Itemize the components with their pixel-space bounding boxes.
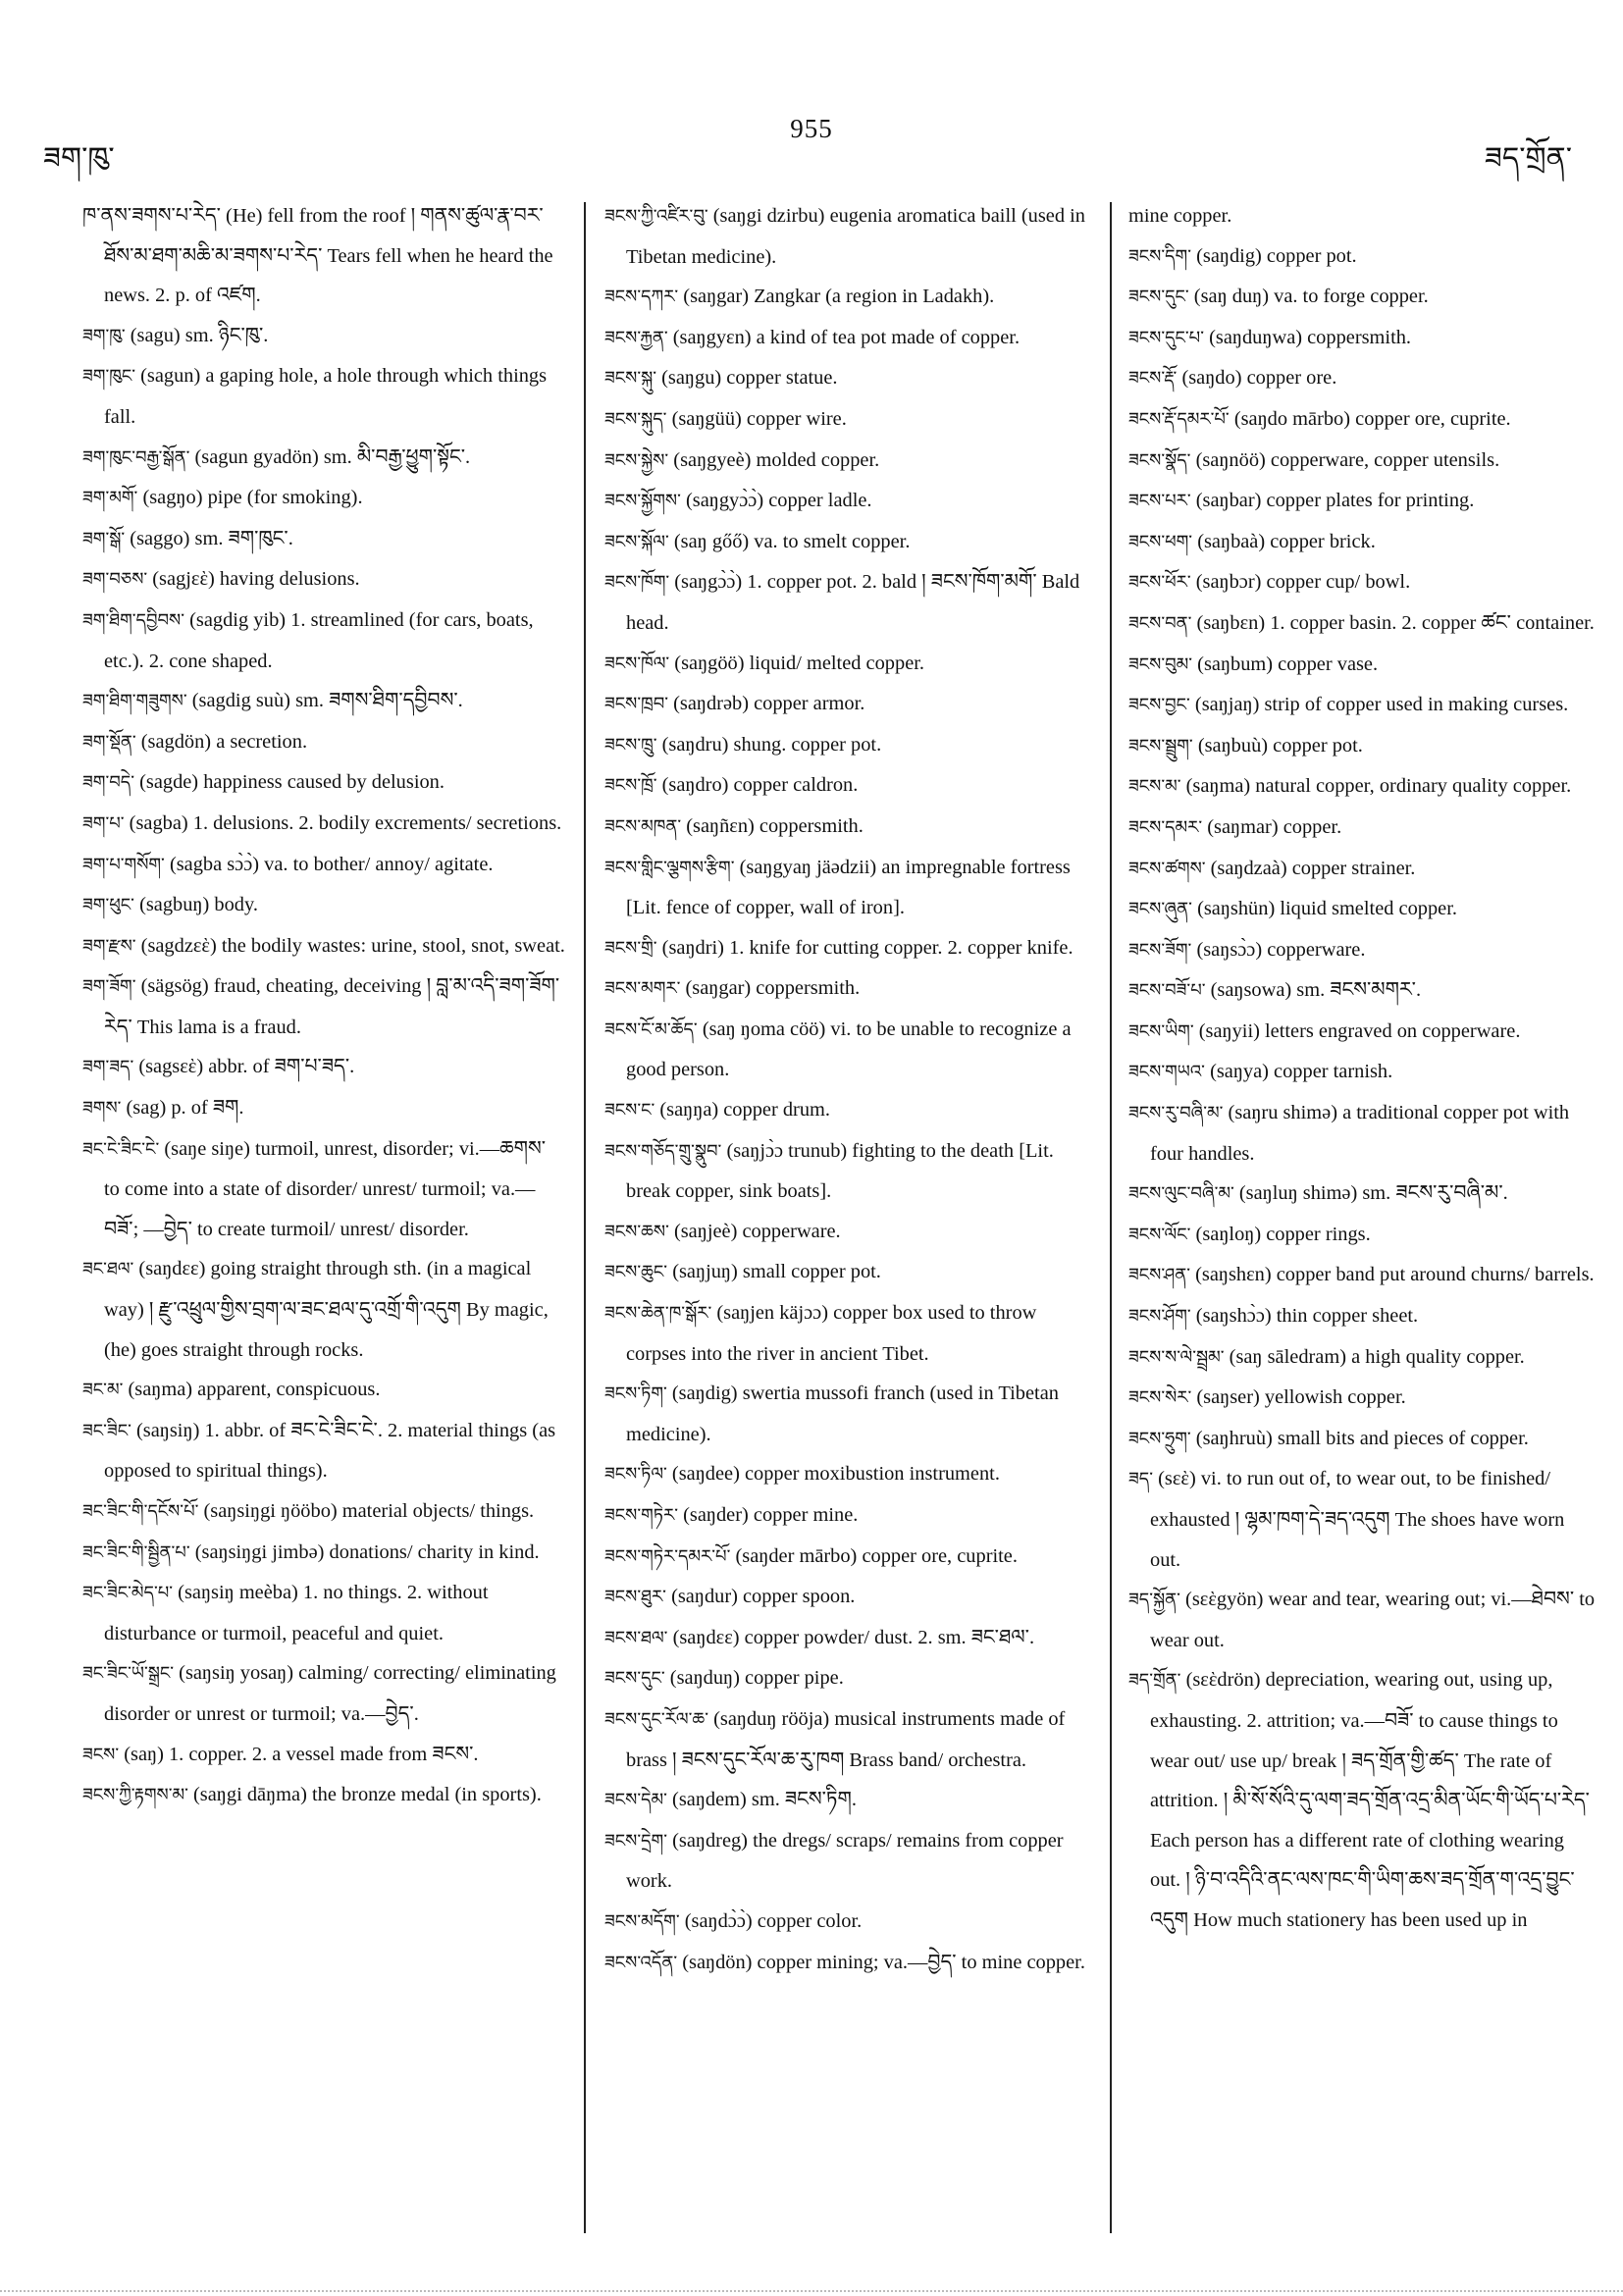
entry-definition: (saŋ ŋoma cöö) vi. to be unable to recognize a good person. [626, 1018, 1072, 1081]
dictionary-entry [604, 399, 1091, 441]
dictionary-entry [82, 1491, 566, 1533]
entry-headword: ཟག་མགོ་ [82, 488, 138, 509]
entry-definition: (saŋgu) copper statue. [661, 367, 838, 390]
entry-definition: (saŋma) natural copper, ordinary quality copper. [1185, 775, 1572, 798]
entry-headword: ཟངས་ཐུར་ [604, 1587, 666, 1608]
entry-definition: (saŋduŋ rööja) musical instruments made of brass ། ཟངས་དུང་རོལ་ཆ་རུ་ཁག Brass band/ orchestra. [626, 1707, 1066, 1771]
entry-definition: (saŋhruù) small bits and pieces of copper. [1195, 1427, 1529, 1449]
entry-headword: ཟངས་རུ་བཞི་མ་ [1128, 1103, 1224, 1124]
entry-headword: ཟངས་ལུང་བཞི་མ་ [1128, 1183, 1234, 1205]
entry-definition: (sεὲgyön) wear and tear, wearing out; vi.—ཐེབས་ to wear out. [1150, 1589, 1596, 1651]
dictionary-entry [82, 722, 566, 763]
entry-definition: (saŋduŋwa) coppersmith. [1209, 326, 1412, 348]
entry-headword: ཟངས་དཀར་ [604, 287, 679, 308]
dictionary-entry [1128, 1255, 1596, 1296]
entry-definition: (saŋe siŋe) turmoil, unrest, disorder; vi.—ཆགས་ to come into a state of disorder/ unrest/ turmoil; va.—བཟོ་; —བྱེད་ to create turmoil/ unrest/ disorder. [104, 1137, 547, 1240]
entry-headword: ཟག་ཟོག་ [82, 976, 136, 998]
entry-headword: ཟངས་ང་ [604, 1100, 655, 1122]
dictionary-entry [82, 1533, 566, 1574]
entry-definition: (sagba) 1. delusions. 2. bodily excrements/ secretions. [129, 811, 562, 834]
dictionary-entry [82, 1249, 566, 1370]
entry-headword: ཟངས་དུང་རོལ་ཆ་ [604, 1708, 708, 1730]
entry-definition: (saŋbar) copper plates for printing. [1195, 490, 1475, 512]
entry-headword: ཟང་ངེ་ཟིང་ངེ་ [82, 1138, 160, 1160]
entry-definition: (saŋgöö) liquid/ melted copper. [674, 652, 925, 674]
dictionary-entry [604, 481, 1091, 522]
entry-definition: (saŋsiŋ yosaŋ) calming/ correcting/ eliminating disorder or unrest or turmoil; va.—བྱེད་. [104, 1662, 556, 1725]
entry-headword: ཟངས་སྐུ་ [604, 368, 657, 390]
dictionary-entry [1128, 603, 1596, 645]
entry-definition: (saŋsiŋ) 1. abbr. of ཟང་ངེ་ཟིང་ངེ་. 2. material things (as opposed to spiritual things). [104, 1419, 556, 1483]
entry-headword: ཟག་ཕུང་ [82, 895, 134, 916]
dictionary-entry [1128, 1052, 1596, 1093]
dictionary-entry [604, 1252, 1091, 1293]
entry-definition: (saŋgyɔ̀ɔ̀) copper ladle. [685, 490, 872, 512]
dictionary-entry [1128, 441, 1596, 482]
entry-headword: ཟངས་ཡིག་ [1128, 1020, 1194, 1042]
dictionary-entry [604, 562, 1091, 643]
entry-headword: ཟངས་སྐྱོགས་ [604, 491, 681, 512]
entry-headword: ཟངས་སེར་ [1128, 1387, 1192, 1409]
entry-headword: ཟངས་ཀྱི་འཛིར་བུ་ [604, 206, 708, 227]
entry-headword: ཟངས་ཐལ་ [604, 1627, 668, 1648]
entry-headword: ཟངས་ཀྱི་རྟགས་མ་ [82, 1785, 188, 1806]
entry-definition: (saŋyii) letters engraved on copperware. [1198, 1019, 1521, 1042]
entry-headword: ཟག་ཁུང་བརྒྱ་སྒོན་ [82, 446, 190, 468]
dictionary-entry [82, 478, 566, 519]
entry-headword: ཟངས་མ་ [1128, 776, 1181, 798]
entry-headword: ཟངས་ཤོག་ [1128, 1306, 1191, 1328]
dictionary-entry [604, 1618, 1091, 1659]
dictionary-entry [82, 1370, 566, 1411]
entry-definition: (saŋdee) copper moxibustion instrument. [671, 1463, 1000, 1486]
entry-headword: ཟངས་ཆས་ [604, 1221, 669, 1242]
entry-definition: (sagbuŋ) body. [139, 894, 258, 916]
entry-headword: ཟངས་ས་ལེ་སྦྲམ་ [1128, 1346, 1225, 1368]
dictionary-entry [604, 1537, 1091, 1578]
entry-headword: ཟངས་རྡོ་ [1128, 368, 1178, 390]
entry-definition: (saŋluŋ shimə) sm. ཟངས་རུ་བཞི་མ་. [1238, 1182, 1508, 1205]
entry-definition: (saŋjeè) copperware. [673, 1220, 841, 1242]
entry-definition: (saŋya) copper tarnish. [1210, 1061, 1393, 1083]
entry-headword: ཟང་ཟིང་མེད་པ་ [82, 1583, 174, 1604]
dictionary-entry [604, 441, 1091, 482]
entry-headword: ཟངས་སྦྲུག་ [1128, 735, 1193, 757]
entry-definition: (saŋnöö) copperware, copper utensils. [1195, 448, 1500, 471]
dictionary-entry [82, 885, 566, 926]
dictionary-entry [1128, 318, 1596, 359]
entry-definition: (saŋ) 1. copper. 2. a vessel made from ཟངས་. [124, 1743, 479, 1765]
dictionary-entry [1128, 1660, 1596, 1940]
entry-headword: ཟག་ཐིག་གཟུགས་ [82, 691, 187, 712]
dictionary-entry [82, 762, 566, 804]
dictionary-entry [1128, 196, 1596, 236]
entry-headword: ཟངས་ཤན་ [1128, 1265, 1190, 1286]
entry-definition: (sagun gyadön) sm. མི་བརྒྱ་ཕྱུག་སྟོང་. [194, 445, 471, 468]
entry-headword: ཟང་ཟིང་ [82, 1420, 131, 1441]
entry-definition: (saŋŋa) copper drum. [659, 1099, 830, 1122]
entry-headword: ཟངས་རྡོ་དམར་པོ་ [1128, 408, 1230, 430]
entry-definition: (saŋdur) copper spoon. [671, 1586, 856, 1608]
dictionary-entry [82, 1129, 566, 1250]
entry-definition: (saŋdεε) going straight through sth. (in a magical way) ། རྫུ་འཕྲུལ་གྱིས་བྲག་ལ་ཟང་ཐལ་དུ་འགྲོ་གི་འདུག By magic, (he) goes straight through rocks. [104, 1258, 549, 1361]
entry-headword: ཟངས་བན་ [1128, 612, 1192, 634]
entry-definition: (saŋsowa) sm. ཟངས་མགར་. [1210, 979, 1422, 1002]
entry-headword: ཟངས་ཟོག་ [1128, 939, 1192, 961]
dictionary-entry [604, 968, 1091, 1010]
entry-definition: (saŋdεε) copper powder/ dust. 2. sm. ཟང་ཐལ་. [672, 1626, 1035, 1648]
entry-definition: (sag) p. of ཟག. [126, 1097, 244, 1120]
dictionary-entry [1128, 849, 1596, 890]
dictionary-entry [604, 1212, 1091, 1253]
dictionary-entry [82, 519, 566, 560]
entry-definition: (saŋgyεn) a kind of tea pot made of copper. [672, 326, 1021, 348]
entry-headword: ཟངས་གཏེར་དམར་པོ་ [604, 1545, 731, 1567]
entry-definition: (saŋsɔ̀ɔ) copperware. [1196, 938, 1366, 961]
dictionary-entry [1128, 685, 1596, 726]
dictionary-entry [1128, 358, 1596, 399]
entry-definition: (saŋbɔr) copper cup/ bowl. [1195, 571, 1411, 594]
entry-headword: ཟང་མ་ [82, 1380, 124, 1401]
entry-headword: ཟངས་ཚགས་ [1128, 858, 1206, 879]
column-rule-2 [1110, 202, 1112, 2233]
entry-definition: (saŋdrəb) copper armor. [673, 693, 865, 715]
dictionary-entry [604, 765, 1091, 807]
dictionary-entry [604, 1699, 1091, 1780]
dictionary-entry [82, 1573, 566, 1653]
entry-definition: (saŋshün) liquid smelted copper. [1197, 898, 1457, 920]
entry-definition: (saŋjen käjɔɔ) copper box used to throw corpses into the river in ancient Tibet. [626, 1302, 1037, 1365]
entry-definition: (sagsεὲ) abbr. of ཟག་པ་ཟད་. [138, 1056, 355, 1078]
entry-headword: ཟངས་གཡའ་ [1128, 1062, 1205, 1083]
entry-headword: ཟངས་ངོ་མ་ཆོད་ [604, 1018, 698, 1040]
dictionary-entry [1128, 970, 1596, 1012]
entry-headword: ཟངས་དིག་ [1128, 245, 1191, 267]
dictionary-entry [1128, 1174, 1596, 1215]
dictionary-entry [82, 196, 566, 316]
entry-definition: (saŋdreg) the dregs/ scraps/ remains from copper work. [626, 1829, 1064, 1893]
entry-headword: ཟག་པ་ [82, 812, 125, 834]
entry-headword: ཟངས་ཁྲུ་ [604, 734, 657, 756]
entry-headword: ཟངས་ཏིལ་ [604, 1464, 667, 1486]
entry-headword: ཟངས་དུང་ [604, 1668, 665, 1690]
entry-definition: (saŋmar) copper. [1207, 815, 1342, 838]
guide-word-right: ཟད་གྲོན་ [1484, 141, 1572, 176]
dictionary-entry [1128, 930, 1596, 971]
entry-headword: ཟངས་ཆུང་ [604, 1262, 668, 1283]
dictionary-entry [1128, 1296, 1596, 1337]
entry-headword: ཟངས་གཏེར་ [604, 1505, 678, 1526]
entry-definition: (saŋshεn) copper band put around churns/ barrels. [1195, 1264, 1595, 1286]
entry-definition: (saŋbaà) copper brick. [1197, 530, 1376, 552]
entry-definition: (saŋgar) Zangkar (a region in Ladakh). [683, 286, 995, 308]
page-number: 955 [790, 114, 833, 143]
entry-headword: ཟངས་གྲི་ [604, 937, 657, 959]
entry-definition: (saŋdig) swertia mussofi franch (used in Tibetan medicine). [626, 1383, 1059, 1445]
dictionary-entry [1128, 1419, 1596, 1460]
entry-headword: ཟངས་ཁོལ་ [604, 652, 670, 674]
entry-headword: ཟངས་གཅོད་གྲུ་སྣུབ་ [604, 1140, 722, 1162]
dictionary-entry [82, 966, 566, 1047]
dictionary-entry [1128, 562, 1596, 603]
dictionary-entry [82, 926, 566, 967]
entry-headword: ཟང་ཐལ་ [82, 1259, 134, 1280]
entry-definition: (saŋbuù) copper pot. [1197, 734, 1363, 757]
entry-definition: (sagun) a gaping hole, a hole through which things fall. [104, 365, 548, 428]
entry-headword: ཟངས་གླིང་ལྕགས་རྩིག་ [604, 857, 735, 878]
dictionary-entry [604, 1454, 1091, 1495]
entry-headword: ཟག་ཐིག་དབྱིབས་ [82, 609, 184, 631]
entry-headword: ཟད་ [1128, 1469, 1153, 1490]
entry-headword: ཟངས་ཕོར་ [1128, 572, 1191, 594]
entry-definition: (saŋ gőő) va. to smelt copper. [673, 530, 911, 552]
entry-definition: (saŋgyeè) molded copper. [673, 448, 880, 471]
entry-definition: (saŋbεn) 1. copper basin. 2. copper ཚང་ container. [1196, 611, 1595, 634]
entry-definition: (sagdzεὲ) the bodily wastes: urine, stool, snot, sweat. [140, 934, 565, 957]
dictionary-entry [1128, 277, 1596, 318]
dictionary-entry [604, 1780, 1091, 1821]
entry-headword: ཟངས་ལོང་ [1128, 1224, 1191, 1245]
dictionary-entry [82, 1411, 566, 1491]
dictionary-entry [1128, 399, 1596, 441]
dictionary-entry [604, 807, 1091, 848]
dictionary-entry [604, 848, 1091, 928]
entry-definition: (saŋjɔ̀ɔ trunub) fighting to the death [Lit. break copper, sink boats]. [626, 1139, 1054, 1203]
dictionary-entry [1128, 766, 1596, 808]
entry-definition: (saŋgüü) copper wire. [671, 407, 847, 430]
entry-definition: (saŋ duŋ) va. to forge copper. [1193, 286, 1429, 308]
dictionary-entry [1128, 645, 1596, 686]
entry-definition: (saŋser) yellowish copper. [1196, 1386, 1406, 1409]
dictionary-entry [82, 356, 566, 437]
entry-definition: (saŋgi dāŋma) the bronze medal (in sports). [193, 1784, 542, 1806]
entry-headword: ཟངས་སྐུད་ [604, 408, 667, 430]
dictionary-entry [604, 1374, 1091, 1454]
entry-definition: (saŋduŋ) copper pipe. [669, 1667, 844, 1690]
entry-headword: ཟངས་དུང་ [1128, 287, 1189, 308]
entry-definition: ཁ་ནས་ཟགས་པ་རེད་ (He) fell from the roof ། གནས་ཚུལ་རྣ་བར་ཐོས་མ་ཐག་མཆི་མ་ཟགས་པ་རེད་ Tears fell when he heard the news. 2. p. of འཛག. [82, 205, 553, 307]
entry-headword: ཟངས་མདོག་ [604, 1910, 680, 1932]
entry-definition: (sεὲdrön) depreciation, wearing out, using up, exhausting. 2. attrition; va.—བཟོ་ to cause things to wear out/ use up/ break ། ཟད་གྲོན་གྱི་ཚད་ The rate of attrition. ། མི་སོ་སོའི་དུ་ལག་ཟད་གྲོན་འདྲ་མིན་ཡོང་གི་ཡོད་པ་རེད་ Each person has a different rate of clothing wearing out. ། ཉི་བ་འདིའི་ནང་ལས་ཁང་གི་ཡིག་ཆས་ཟད་གྲོན་ག་འདྲ་བྱུང་འདུག How much stationery has been used up in [1150, 1669, 1590, 1931]
dictionary-entry [604, 928, 1091, 969]
entry-headword: ཟངས་སྣོད་ [1128, 449, 1191, 471]
entry-headword: ཟངས་སྐོལ་ [604, 531, 669, 552]
entry-headword: ཟག་བཅས་ [82, 569, 148, 591]
entry-headword: ཟངས་མཁན་ [604, 815, 682, 837]
entry-headword: ཟངས་བཟོ་པ་ [1128, 980, 1206, 1002]
entry-definition: (sagŋo) pipe (for smoking). [142, 487, 363, 509]
dictionary-entry [604, 318, 1091, 359]
entry-definition: (sagu) sm. ཉིང་ཁུ་. [130, 324, 269, 346]
entry-definition: (saŋshɔ̀ɔ) thin copper sheet. [1195, 1305, 1419, 1328]
entry-headword: ཟངས་སྐྱེས་ [604, 449, 669, 471]
entry-definition: (sagdön) a secretion. [140, 730, 308, 753]
entry-headword: ཟངས་དྲེག་ [604, 1830, 667, 1852]
entry-definition: (sagde) happiness caused by delusion. [139, 771, 445, 794]
dictionary-entry [604, 1943, 1091, 1984]
column-rule-1 [584, 202, 586, 2233]
dictionary-entry [604, 1658, 1091, 1699]
entry-definition: (saŋder mārbo) copper ore, cuprite. [735, 1544, 1018, 1567]
entry-headword: ཟངས་བུམ་ [1128, 653, 1193, 675]
entry-definition: (saŋgyaŋ jäədzii) an impregnable fortress [Lit. fence of copper, wall of iron]. [626, 856, 1071, 919]
entry-definition: (saŋjuŋ) small copper pot. [672, 1261, 881, 1283]
entry-definition: (saŋgɔ̀ɔ̀) 1. copper pot. 2. bald ། ཟངས་ཁོག་མགོ་ Bald head. [626, 571, 1080, 634]
dictionary-entry [1128, 481, 1596, 522]
entry-definition: (saŋdo mārbo) copper ore, cuprite. [1233, 407, 1511, 430]
guide-word-left: ཟག་ཁུ་ [43, 141, 115, 176]
entry-definition: (saŋdön) copper mining; va.—བྱེད་ to mine copper. [682, 1951, 1085, 1973]
entry-definition: (saŋdri) 1. knife for cutting copper. 2. copper knife. [661, 936, 1073, 959]
column-2 [604, 196, 1091, 1983]
entry-definition: (sεὲ) vi. to run out of, to wear out, to be finished/ exhausted ། ལྷམ་ཁག་དེ་ཟད་འདུག The shoes have worn out. [1150, 1468, 1565, 1571]
entry-headword: ཟག་བདེ་ [82, 772, 134, 794]
column-1 [82, 196, 566, 1816]
entry-headword: ཟངས་རྐྱན་ [604, 327, 668, 348]
dictionary-entry [82, 1735, 566, 1776]
dictionary-entry [1128, 1337, 1596, 1379]
entry-headword: ཟག་ཟད་ [82, 1057, 134, 1078]
entry-definition: (saŋgar) coppersmith. [685, 977, 861, 1000]
dictionary-entry [1128, 1012, 1596, 1053]
dictionary-entry [1128, 726, 1596, 767]
entry-definition: (saggo) sm. ཟག་ཁུང་. [130, 527, 293, 549]
entry-definition: (sagdig yib) 1. streamlined (for cars, boats, etc.). 2. cone shaped. [104, 608, 534, 672]
dictionary-entry [82, 681, 566, 722]
dictionary-entry [82, 559, 566, 600]
dictionary-entry [604, 644, 1091, 685]
dictionary-entry [82, 1088, 566, 1129]
entry-definition: (sagba sɔ̀ɔ̀) va. to bother/ annoy/ agitate. [169, 853, 494, 875]
dictionary-entry [604, 1293, 1091, 1374]
dictionary-entry [604, 522, 1091, 563]
dictionary-entry [82, 600, 566, 681]
entry-headword: ཟགས་ [82, 1098, 122, 1120]
entry-headword: ཟང་ཟིང་ཡོ་སྒྲང་ [82, 1663, 175, 1685]
dictionary-entry [1128, 1215, 1596, 1256]
entry-definition: (saŋsiŋ meèba) 1. no things. 2. without disturbance or turmoil, peaceful and quiet. [104, 1582, 489, 1644]
entry-definition: (saŋsiŋgi ŋööbo) material objects/ things. [203, 1500, 535, 1522]
dictionary-entry [1128, 1378, 1596, 1419]
entry-headword: ཟངས་དམར་ [1128, 816, 1203, 838]
entry-headword: ཟང་ཟིང་གི་སྦྱིན་པ་ [82, 1541, 190, 1563]
entry-definition: (saŋdo) copper ore. [1181, 367, 1337, 390]
entry-headword: ཟངས་ཕག་ [1128, 531, 1193, 552]
entry-headword: ཟག་རྫས་ [82, 935, 136, 957]
entry-headword: ཟད་གྲོན་ [1128, 1670, 1181, 1692]
dictionary-entry [1128, 1459, 1596, 1580]
scan-edge [0, 2287, 1623, 2292]
entry-definition: (saŋloŋ) copper rings. [1195, 1223, 1371, 1245]
entry-definition: (saŋ sāledram) a high quality copper. [1229, 1345, 1525, 1368]
entry-definition: (saŋdro) copper caldron. [661, 774, 859, 797]
dictionary-entry [82, 316, 566, 357]
dictionary-entry [82, 845, 566, 886]
entry-definition: (sägsög) fraud, cheating, deceiving ། བླ་མ་འདི་ཟག་ཟོག་རེད་ This lama is a fraud. [104, 975, 560, 1038]
dictionary-entry [82, 438, 566, 479]
entry-definition: (saŋdru) shung. copper pot. [661, 733, 882, 756]
dictionary-entry [1128, 808, 1596, 849]
entry-headword: ཟག་པ་གསོག་ [82, 854, 165, 875]
entry-headword: ཟད་སྐྱོན་ [1128, 1590, 1180, 1611]
entry-headword: ཟག་ཁུ་ [82, 325, 126, 346]
dictionary-entry [604, 1577, 1091, 1618]
entry-definition: (saŋjaŋ) strip of copper used in making curses. [1194, 694, 1569, 716]
dictionary-entry [1128, 236, 1596, 278]
dictionary-entry [604, 684, 1091, 725]
entry-definition: mine copper. [1128, 205, 1232, 227]
entry-headword: ཟངས་ཞུན་ [1128, 899, 1192, 920]
entry-headword: ཟངས་དུང་པ་ [1128, 327, 1205, 348]
entry-headword: ཟངས་དེམ་ [604, 1790, 667, 1811]
dictionary-entry [604, 725, 1091, 766]
dictionary-entry [82, 1775, 566, 1816]
entry-headword: ཟག་སྡོན་ [82, 731, 136, 753]
dictionary-entry [82, 1653, 566, 1734]
dictionary-entry [604, 277, 1091, 318]
entry-definition: (saŋder) copper mine. [683, 1504, 859, 1526]
dictionary-entry [82, 804, 566, 845]
column-3 [1128, 196, 1596, 1941]
entry-definition: (saŋñεn) coppersmith. [686, 814, 864, 837]
entry-headword: ཟངས་འདོན་ [604, 1952, 678, 1973]
dictionary-entry [1128, 889, 1596, 930]
entry-headword: ཟངས་མགར་ [604, 978, 681, 1000]
dictionary-entry [82, 1047, 566, 1088]
entry-headword: ཟངས་ཧྲུག་ [1128, 1428, 1191, 1449]
entry-headword: ཟང་ཟིང་གི་དངོས་པོ་ [82, 1501, 199, 1522]
entry-definition: (sagjεὲ) having delusions. [152, 568, 360, 591]
entry-definition: (saŋdem) sm. ཟངས་ཏིག. [672, 1789, 857, 1811]
entry-definition: (saŋdzaà) copper strainer. [1210, 857, 1416, 879]
dictionary-entry [604, 1495, 1091, 1537]
dictionary-entry [604, 1131, 1091, 1212]
dictionary-entry [604, 1902, 1091, 1943]
entry-headword: ཟངས་ཁྲོ་ [604, 775, 657, 797]
dictionary-entry [604, 358, 1091, 399]
entry-headword: ཟངས་ [82, 1744, 120, 1765]
dictionary-entry [1128, 1580, 1596, 1660]
entry-definition: (saŋdɔ̀ɔ̀) copper color. [684, 1909, 863, 1932]
entry-definition: (saŋma) apparent, conspicuous. [128, 1379, 381, 1401]
entry-headword: ཟག་སྒོ་ [82, 528, 126, 549]
entry-headword: ཟངས་ཁྲབ་ [604, 694, 669, 715]
entry-headword: ཟངས་ཏིག་ [604, 1383, 667, 1405]
dictionary-entry [1128, 1093, 1596, 1174]
entry-headword: ཟངས་པར་ [1128, 491, 1191, 512]
dictionary-entry [604, 1821, 1091, 1902]
entry-definition: (saŋbum) copper vase. [1197, 652, 1379, 675]
dictionary-entry [604, 1010, 1091, 1090]
entry-definition: (saŋsiŋgi jimbə) donations/ charity in kind. [194, 1540, 540, 1563]
dictionary-columns [82, 196, 1594, 2237]
entry-headword: ཟག་ཁུང་ [82, 366, 135, 388]
entry-headword: ཟངས་ཁོག་ [604, 572, 670, 594]
dictionary-entry [604, 1090, 1091, 1131]
entry-headword: ཟངས་བྱང་ [1128, 695, 1190, 716]
dictionary-entry [604, 196, 1091, 277]
entry-headword: ཟངས་ཆེན་ཁ་སྒོར་ [604, 1303, 712, 1325]
entry-definition: (sagdig suù) sm. ཟགས་ཐིག་དབྱིབས་. [191, 690, 463, 712]
entry-definition: (saŋgi dzirbu) eugenia aromatica baill (used in Tibetan medicine). [626, 205, 1086, 268]
entry-definition: (saŋdig) copper pot. [1196, 244, 1357, 267]
dictionary-entry [1128, 522, 1596, 563]
entry-definition: (saŋru shimə) a traditional copper pot with four handles. [1150, 1102, 1570, 1165]
